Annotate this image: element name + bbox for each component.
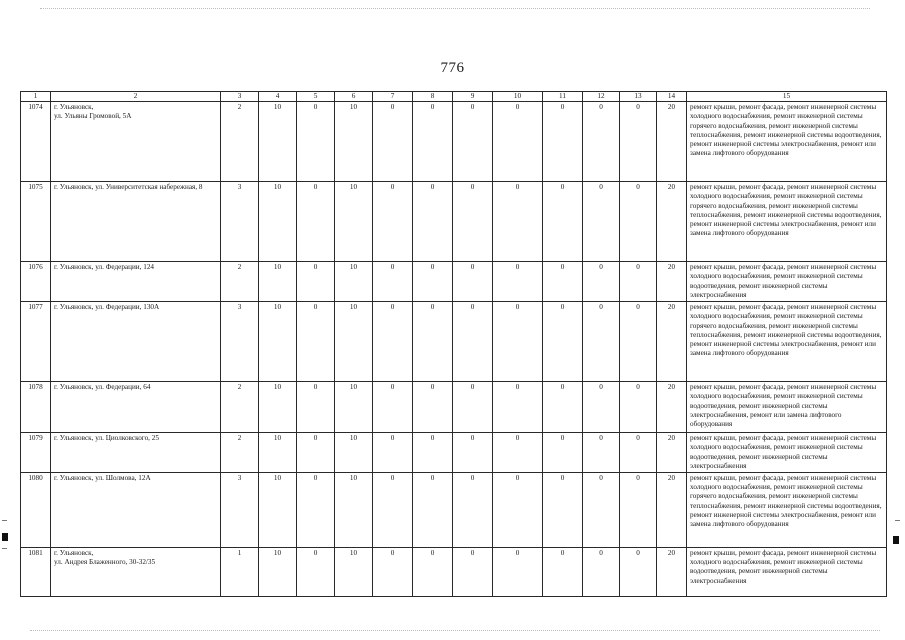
address-cell: г. Ульяновск, ул. Шолмова, 12А	[51, 472, 221, 547]
value-cell: 10	[335, 182, 373, 262]
value-cell: 0	[413, 182, 453, 262]
works-cell: ремонт крыши, ремонт фасада, ремонт инженерной системы холодного водоснабжения, ремонт инженерной системы горячего водоснабжения, ремонт инженерной системы теплоснабжения, ремонт инженерной системы водоотведения, ремонт инженерной системы электроснабжения, ремонт или замена лифтового оборудования	[687, 472, 887, 547]
value-cell: 10	[335, 433, 373, 473]
column-header: 2	[51, 92, 221, 102]
column-header: 7	[373, 92, 413, 102]
value-cell: 10	[259, 102, 297, 182]
value-cell: 0	[413, 472, 453, 547]
value-cell: 0	[583, 382, 620, 433]
row-id: 1080	[21, 472, 51, 547]
column-header: 9	[453, 92, 493, 102]
value-cell: 0	[413, 262, 453, 302]
value-cell: 0	[620, 302, 657, 382]
scan-mark-right	[893, 536, 899, 544]
value-cell: 0	[543, 472, 583, 547]
value-cell: 0	[413, 102, 453, 182]
column-number-row	[21, 92, 887, 102]
value-cell: 0	[297, 302, 335, 382]
address-cell: г. Ульяновск, ул. Ульяны Громовой, 5А	[51, 102, 221, 182]
value-cell: 10	[335, 102, 373, 182]
value-cell: 0	[493, 547, 543, 596]
table-row	[21, 382, 887, 433]
works-cell: ремонт крыши, ремонт фасада, ремонт инженерной системы холодного водоснабжения, ремонт инженерной системы водоотведения, ремонт инженерной системы электроснабжения	[687, 262, 887, 302]
column-header: 13	[620, 92, 657, 102]
value-cell: 0	[297, 382, 335, 433]
value-cell: 10	[259, 547, 297, 596]
value-cell: 0	[453, 382, 493, 433]
value-cell: 0	[583, 262, 620, 302]
value-cell: 0	[453, 102, 493, 182]
scan-mark-left	[2, 533, 8, 541]
scan-edge-top	[40, 8, 870, 9]
value-cell: 20	[657, 472, 687, 547]
value-cell: 0	[373, 262, 413, 302]
value-cell: 20	[657, 182, 687, 262]
value-cell: 0	[493, 472, 543, 547]
value-cell: 20	[657, 433, 687, 473]
value-cell: 2	[221, 433, 259, 473]
address-cell: г. Ульяновск, ул. Андрея Блаженного, 30-32/35	[51, 547, 221, 596]
value-cell: 10	[259, 433, 297, 473]
address-cell: г. Ульяновск, ул. Университетская набережная, 8	[51, 182, 221, 262]
value-cell: 0	[453, 433, 493, 473]
value-cell: 20	[657, 547, 687, 596]
value-cell: 0	[373, 382, 413, 433]
table-row	[21, 302, 887, 382]
value-cell: 0	[297, 102, 335, 182]
value-cell: 0	[620, 182, 657, 262]
column-header: 8	[413, 92, 453, 102]
value-cell: 3	[221, 302, 259, 382]
scan-edge-bottom	[30, 630, 880, 631]
value-cell: 0	[543, 547, 583, 596]
works-cell: ремонт крыши, ремонт фасада, ремонт инженерной системы холодного водоснабжения, ремонт инженерной системы водоотведения, ремонт инженерной системы электроснабжения	[687, 547, 887, 596]
value-cell: 0	[543, 302, 583, 382]
value-cell: 2	[221, 102, 259, 182]
value-cell: 0	[453, 262, 493, 302]
value-cell: 0	[620, 547, 657, 596]
value-cell: 0	[583, 547, 620, 596]
value-cell: 20	[657, 102, 687, 182]
value-cell: 0	[543, 433, 583, 473]
value-cell: 0	[413, 547, 453, 596]
value-cell: 0	[493, 182, 543, 262]
value-cell: 0	[373, 472, 413, 547]
value-cell: 0	[297, 547, 335, 596]
value-cell: 0	[373, 302, 413, 382]
value-cell: 0	[543, 182, 583, 262]
works-cell: ремонт крыши, ремонт фасада, ремонт инженерной системы холодного водоснабжения, ремонт инженерной системы горячего водоснабжения, ремонт инженерной системы теплоснабжения, ремонт инженерной системы водоотведения, ремонт инженерной системы электроснабжения, ремонт или замена лифтового оборудования	[687, 102, 887, 182]
value-cell: 0	[583, 433, 620, 473]
column-header: 4	[259, 92, 297, 102]
value-cell: 0	[453, 182, 493, 262]
value-cell: 0	[620, 433, 657, 473]
value-cell: 0	[493, 262, 543, 302]
column-header: 12	[583, 92, 620, 102]
row-id: 1074	[21, 102, 51, 182]
value-cell: 20	[657, 382, 687, 433]
value-cell: 10	[335, 302, 373, 382]
value-cell: 0	[453, 302, 493, 382]
row-id: 1075	[21, 182, 51, 262]
value-cell: 10	[259, 472, 297, 547]
value-cell: 0	[620, 102, 657, 182]
value-cell: 2	[221, 262, 259, 302]
scan-tick	[2, 548, 7, 549]
value-cell: 0	[413, 433, 453, 473]
value-cell: 10	[259, 382, 297, 433]
value-cell: 10	[259, 182, 297, 262]
value-cell: 0	[453, 547, 493, 596]
row-id: 1077	[21, 302, 51, 382]
value-cell: 2	[221, 382, 259, 433]
table-row	[21, 182, 887, 262]
works-cell: ремонт крыши, ремонт фасада, ремонт инженерной системы холодного водоснабжения, ремонт инженерной системы горячего водоснабжения, ремонт инженерной системы теплоснабжения, ремонт инженерной системы водоотведения, ремонт инженерной системы электроснабжения, ремонт или замена лифтового оборудования	[687, 302, 887, 382]
table-row	[21, 433, 887, 473]
value-cell: 0	[413, 382, 453, 433]
value-cell: 0	[493, 302, 543, 382]
value-cell: 0	[373, 433, 413, 473]
row-id: 1079	[21, 433, 51, 473]
column-header: 14	[657, 92, 687, 102]
value-cell: 0	[543, 102, 583, 182]
address-cell: г. Ульяновск, ул. Федерации, 130А	[51, 302, 221, 382]
column-header: 11	[543, 92, 583, 102]
value-cell: 0	[543, 382, 583, 433]
value-cell: 0	[493, 382, 543, 433]
register-body	[21, 102, 887, 597]
column-header: 1	[21, 92, 51, 102]
value-cell: 0	[583, 182, 620, 262]
column-header: 10	[493, 92, 543, 102]
value-cell: 0	[373, 547, 413, 596]
value-cell: 10	[335, 547, 373, 596]
table-row	[21, 102, 887, 182]
works-cell: ремонт крыши, ремонт фасада, ремонт инженерной системы холодного водоснабжения, ремонт инженерной системы водоотведения, ремонт инженерной системы электроснабжения, ремонт или замена лифтового оборудования	[687, 382, 887, 433]
works-cell: ремонт крыши, ремонт фасада, ремонт инженерной системы холодного водоснабжения, ремонт инженерной системы горячего водоснабжения, ремонт инженерной системы теплоснабжения, ремонт инженерной системы водоотведения, ремонт инженерной системы электроснабжения, ремонт или замена лифтового оборудования	[687, 182, 887, 262]
value-cell: 0	[297, 182, 335, 262]
value-cell: 10	[259, 302, 297, 382]
row-id: 1076	[21, 262, 51, 302]
value-cell: 20	[657, 262, 687, 302]
row-id: 1078	[21, 382, 51, 433]
value-cell: 0	[620, 472, 657, 547]
value-cell: 0	[620, 382, 657, 433]
value-cell: 0	[453, 472, 493, 547]
address-cell: г. Ульяновск, ул. Циолковского, 25	[51, 433, 221, 473]
value-cell: 0	[373, 102, 413, 182]
value-cell: 0	[543, 262, 583, 302]
scan-tick	[895, 520, 900, 521]
value-cell: 10	[259, 262, 297, 302]
value-cell: 0	[620, 262, 657, 302]
table-row	[21, 472, 887, 547]
page-number: 776	[440, 60, 465, 76]
register-table	[20, 91, 887, 597]
column-header: 3	[221, 92, 259, 102]
address-cell: г. Ульяновск, ул. Федерации, 64	[51, 382, 221, 433]
row-id: 1081	[21, 547, 51, 596]
address-cell: г. Ульяновск, ул. Федерации, 124	[51, 262, 221, 302]
value-cell: 0	[297, 262, 335, 302]
value-cell: 0	[493, 433, 543, 473]
value-cell: 10	[335, 382, 373, 433]
column-header: 15	[687, 92, 887, 102]
value-cell: 0	[297, 433, 335, 473]
value-cell: 0	[583, 472, 620, 547]
value-cell: 3	[221, 182, 259, 262]
value-cell: 1	[221, 547, 259, 596]
value-cell: 0	[297, 472, 335, 547]
value-cell: 3	[221, 472, 259, 547]
works-cell: ремонт крыши, ремонт фасада, ремонт инженерной системы холодного водоснабжения, ремонт инженерной системы водоотведения, ремонт инженерной системы электроснабжения	[687, 433, 887, 473]
value-cell: 10	[335, 262, 373, 302]
value-cell: 0	[583, 302, 620, 382]
column-header: 5	[297, 92, 335, 102]
scan-tick	[2, 520, 7, 521]
value-cell: 10	[335, 472, 373, 547]
table-row	[21, 262, 887, 302]
value-cell: 0	[373, 182, 413, 262]
value-cell: 0	[493, 102, 543, 182]
value-cell: 20	[657, 302, 687, 382]
value-cell: 0	[413, 302, 453, 382]
table-row	[21, 547, 887, 596]
column-header: 6	[335, 92, 373, 102]
value-cell: 0	[583, 102, 620, 182]
